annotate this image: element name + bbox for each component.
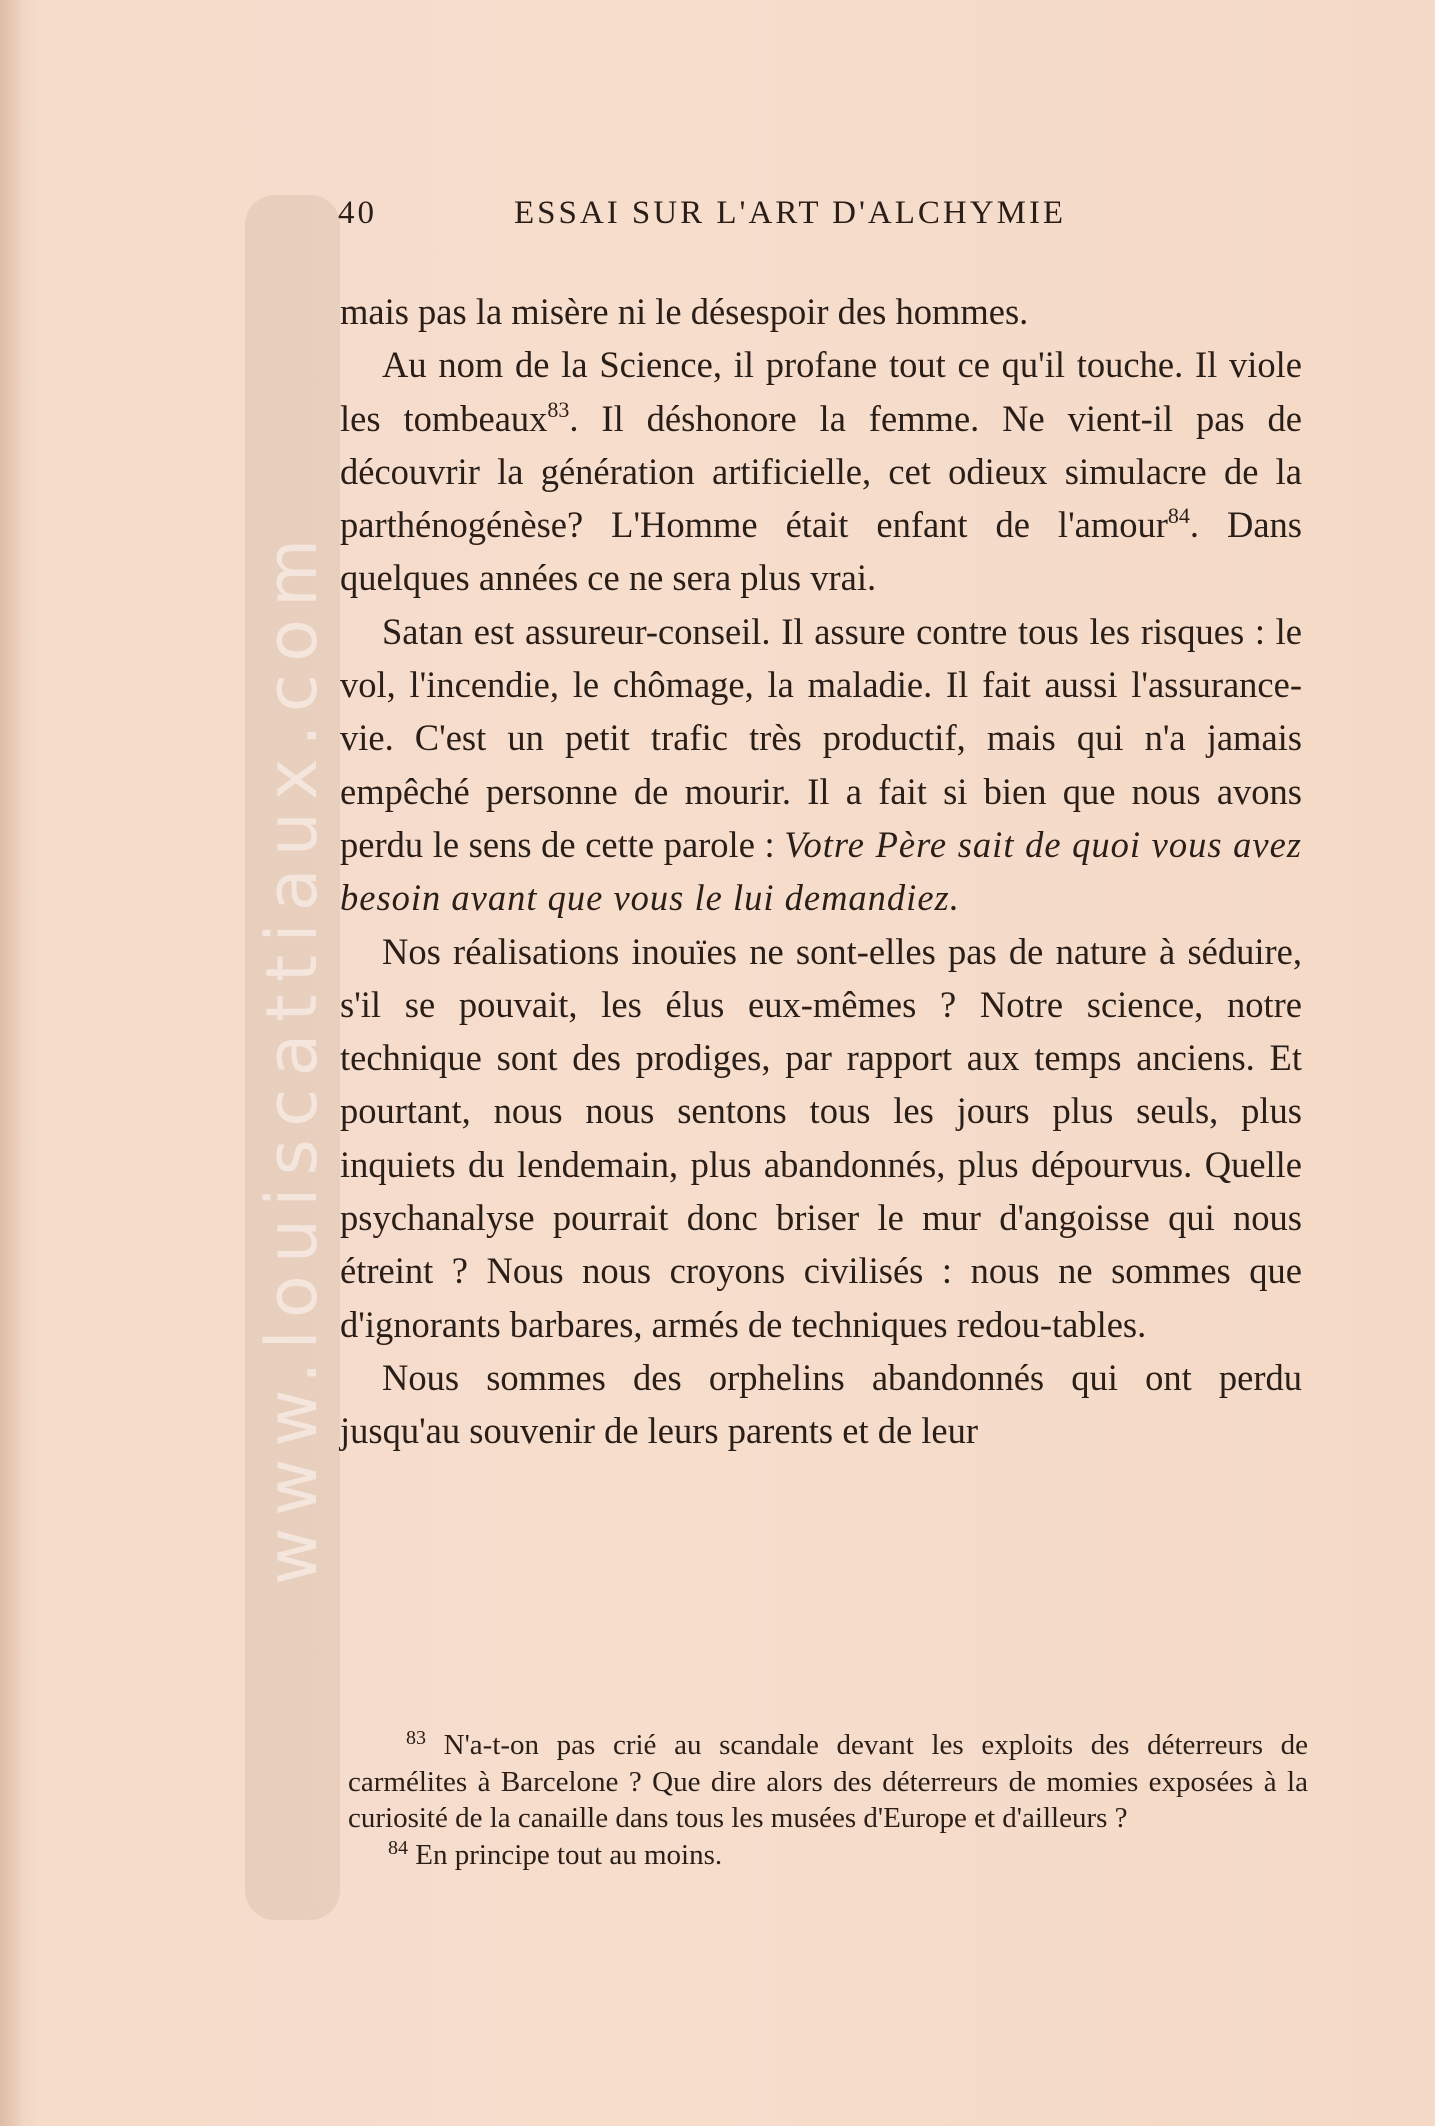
paragraph-2 xyxy=(340,338,1302,604)
running-title: ESSAI SUR L'ART D'ALCHYMIE xyxy=(514,195,1067,231)
footnote-text: En principe tout au moins. xyxy=(415,1838,723,1871)
paragraph-2-part-b: . Il déshonore la femme. Ne vient-il pas de découvrir la génération artificielle, cet odieux simulacre de la parthénogénèse? L'Homme était enfant de l'amour xyxy=(340,397,1302,546)
footnote-ref-84: 84 xyxy=(1167,503,1190,529)
paragraph-1: mais pas la misère ni le désespoir des hommes. xyxy=(340,291,1029,332)
paragraph-5: Nous sommes des orphelins abandonnés qui ont perdu jusqu'au souvenir de leurs parents et de leur xyxy=(340,1356,1302,1452)
paragraph-3-text: Satan est assureur-conseil. Il assure contre tous les risques : le vol, l'incendie, le chômage, la maladie. Il fait aussi l'assurance-vie. C'est un petit trafic très productif, mais qui n'a jamais empêché personne de mourir. Il a fait si bien que nous avons perdu le sens de cette parole : xyxy=(340,610,1302,865)
footnote-number: 83 xyxy=(406,1727,426,1749)
paragraph-3 xyxy=(340,605,1302,925)
footnote-text: N'a-t-on pas crié au scandale devant les exploits des déterreurs de carmélites à Barcelone ? Que dire alors des déterreurs de momies exposées à la curiosité de la canaille dans tous les musées d'Europe et d'ailleurs ? xyxy=(348,1729,1309,1834)
footnote-84 xyxy=(348,1837,1308,1874)
paragraph-2-part-c: . Dans quelques années ce ne sera plus vrai. xyxy=(340,504,1303,599)
paragraph-4: Nos réalisations inouïes ne sont-elles pas de nature à séduire, s'il se pouvait, les élus eux-mêmes ? Notre science, notre technique sont des prodiges, par rapport aux temps anciens. Et pourtant, nous nous sentons tous les jours plus seuls, plus inquiets du lendemain, plus abandonnés, plus dépourvus. Quelle psychanalyse pourrait donc briser le mur d'angoisse qui nous étreint ? Nous nous croyons civilisés : nous ne sommes que d'ignorants barbares, armés de techniques redou-tables. xyxy=(340,930,1302,1345)
page-edge xyxy=(0,0,22,2126)
footnotes xyxy=(348,1727,1308,1873)
footnote-number: 84 xyxy=(388,1836,408,1859)
paragraph-2-part-a: Au nom de la Science, il profane tout ce qu'il touche. Il viole les tombeaux xyxy=(340,344,1302,439)
body-text xyxy=(340,285,1302,1458)
footnote-83 xyxy=(348,1727,1308,1837)
page-number: 40 xyxy=(338,195,377,231)
watermark-text: www.louiscattiaux.com xyxy=(251,526,333,1586)
scripture-quote: Votre Père sait de quoi vous avez besoin avant que vous le lui demandiez. xyxy=(340,823,1303,919)
footnote-ref-83: 83 xyxy=(547,396,570,422)
